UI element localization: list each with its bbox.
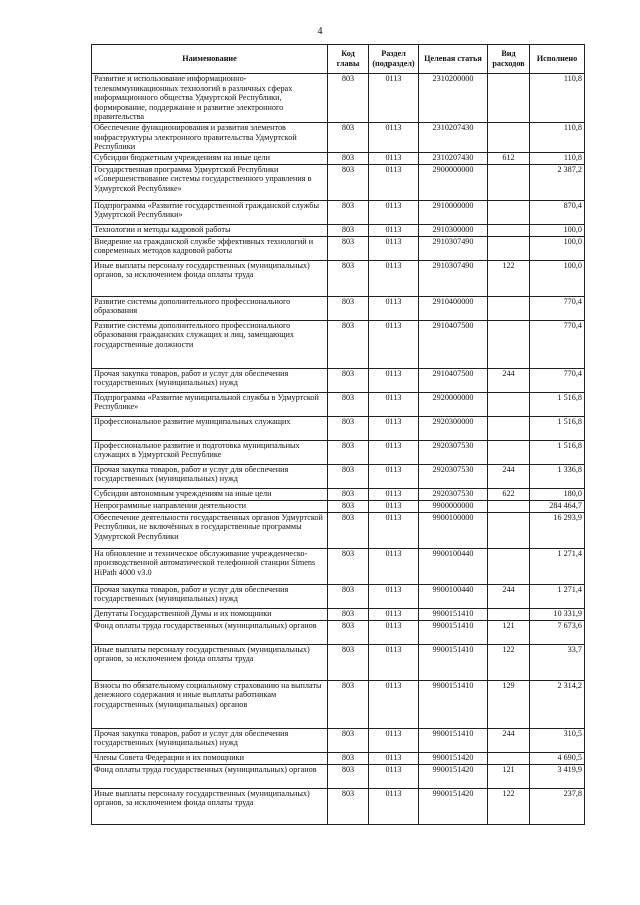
row-section: 0113 xyxy=(369,752,419,764)
row-target: 9900151410 xyxy=(419,608,488,620)
row-code: 803 xyxy=(328,392,369,416)
row-section: 0113 xyxy=(369,152,419,164)
header-expense: Вид расходов xyxy=(488,45,530,74)
row-expense xyxy=(488,74,530,123)
row-executed: 180,0 xyxy=(530,488,585,500)
row-executed: 110,8 xyxy=(530,152,585,164)
row-executed: 110,8 xyxy=(530,74,585,123)
row-executed: 1 516,8 xyxy=(530,392,585,416)
row-executed: 100,0 xyxy=(530,224,585,236)
row-executed: 3 419,9 xyxy=(530,764,585,788)
row-code: 803 xyxy=(328,296,369,320)
table-row xyxy=(92,608,585,620)
table-header-row xyxy=(92,45,585,74)
row-executed: 2 387,2 xyxy=(530,164,585,200)
table-row xyxy=(92,152,585,164)
table-row xyxy=(92,464,585,488)
row-expense xyxy=(488,752,530,764)
table-row xyxy=(92,620,585,644)
row-executed: 33,7 xyxy=(530,644,585,680)
row-target: 2910407500 xyxy=(419,320,488,368)
row-name: Прочая закупка товаров, работ и услуг для обеспечения государственных (муниципальных) нужд xyxy=(92,728,328,752)
row-expense xyxy=(488,320,530,368)
row-name: Подпрограмма «Развитие муниципальной службы в Удмуртской Республике» xyxy=(92,392,328,416)
row-target: 2910300000 xyxy=(419,224,488,236)
row-section: 0113 xyxy=(369,236,419,260)
row-target: 9900151410 xyxy=(419,728,488,752)
row-section: 0113 xyxy=(369,200,419,224)
table-row xyxy=(92,122,585,152)
table-row xyxy=(92,368,585,392)
row-executed: 284 464,7 xyxy=(530,500,585,512)
row-expense xyxy=(488,224,530,236)
row-code: 803 xyxy=(328,464,369,488)
row-expense xyxy=(488,548,530,584)
row-expense: 122 xyxy=(488,644,530,680)
row-name: Государственная программа Удмуртской Республики «Совершенствование системы государственного управления в Удмуртской Республике» xyxy=(92,164,328,200)
row-name: Обеспечение деятельности государственных органов Удмуртской Республики, не включённых в государственные программы Удмуртской Республики xyxy=(92,512,328,548)
row-expense xyxy=(488,512,530,548)
header-section: Раздел (подраздел) xyxy=(369,45,419,74)
row-executed: 1 516,8 xyxy=(530,440,585,464)
row-executed: 100,0 xyxy=(530,260,585,296)
row-expense xyxy=(488,416,530,440)
row-section: 0113 xyxy=(369,74,419,123)
header-name: Наименование xyxy=(92,45,328,74)
row-executed: 1 516,8 xyxy=(530,416,585,440)
row-target: 9900100440 xyxy=(419,548,488,584)
table-row xyxy=(92,752,585,764)
row-section: 0113 xyxy=(369,500,419,512)
row-target: 2310207430 xyxy=(419,152,488,164)
row-name: Прочая закупка товаров, работ и услуг для обеспечения государственных (муниципальных) нужд xyxy=(92,464,328,488)
row-name: Иные выплаты персоналу государственных (муниципальных) органов, за исключением фонда оплаты труда xyxy=(92,788,328,824)
table-row xyxy=(92,584,585,608)
row-expense: 244 xyxy=(488,728,530,752)
table-row xyxy=(92,488,585,500)
row-section: 0113 xyxy=(369,440,419,464)
row-executed: 7 673,6 xyxy=(530,620,585,644)
table-row xyxy=(92,728,585,752)
row-code: 803 xyxy=(328,680,369,728)
row-code: 803 xyxy=(328,416,369,440)
row-section: 0113 xyxy=(369,680,419,728)
row-expense xyxy=(488,392,530,416)
table-row xyxy=(92,548,585,584)
row-code: 803 xyxy=(328,368,369,392)
row-executed: 870,4 xyxy=(530,200,585,224)
row-section: 0113 xyxy=(369,764,419,788)
table-row xyxy=(92,416,585,440)
row-section: 0113 xyxy=(369,368,419,392)
header-code: Код главы xyxy=(328,45,369,74)
row-code: 803 xyxy=(328,164,369,200)
row-executed: 2 314,2 xyxy=(530,680,585,728)
row-name: Технологии и методы кадровой работы xyxy=(92,224,328,236)
row-target: 2920307530 xyxy=(419,488,488,500)
row-expense: 244 xyxy=(488,368,530,392)
row-code: 803 xyxy=(328,788,369,824)
row-target: 2920307530 xyxy=(419,464,488,488)
row-expense: 122 xyxy=(488,260,530,296)
row-target: 9900151410 xyxy=(419,620,488,644)
row-code: 803 xyxy=(328,224,369,236)
row-target: 9900151420 xyxy=(419,788,488,824)
header-target: Целевая статья xyxy=(419,45,488,74)
row-executed: 110,8 xyxy=(530,122,585,152)
row-target: 2920307530 xyxy=(419,440,488,464)
row-code: 803 xyxy=(328,122,369,152)
page-number: 4 xyxy=(317,26,323,37)
row-section: 0113 xyxy=(369,728,419,752)
row-expense: 244 xyxy=(488,464,530,488)
row-expense xyxy=(488,296,530,320)
row-name: Взносы по обязательному социальному страхованию на выплаты денежного содержания и иные выплаты работникам государственных (муниципальных) органов xyxy=(92,680,328,728)
row-code: 803 xyxy=(328,752,369,764)
row-expense xyxy=(488,236,530,260)
row-name: Депутаты Государственной Думы и их помощники xyxy=(92,608,328,620)
row-executed: 1 336,8 xyxy=(530,464,585,488)
row-expense xyxy=(488,608,530,620)
row-name: Развитие системы дополнительного профессионального образования гражданских служащих и лиц, замещающих государственные должности xyxy=(92,320,328,368)
table-row xyxy=(92,164,585,200)
table-row xyxy=(92,260,585,296)
row-section: 0113 xyxy=(369,620,419,644)
row-expense xyxy=(488,440,530,464)
row-code: 803 xyxy=(328,500,369,512)
row-section: 0113 xyxy=(369,296,419,320)
row-code: 803 xyxy=(328,488,369,500)
row-code: 803 xyxy=(328,584,369,608)
row-expense: 129 xyxy=(488,680,530,728)
row-name: Профессиональное развитие муниципальных служащих xyxy=(92,416,328,440)
row-expense: 244 xyxy=(488,584,530,608)
row-section: 0113 xyxy=(369,164,419,200)
row-section: 0113 xyxy=(369,512,419,548)
row-expense: 121 xyxy=(488,620,530,644)
row-section: 0113 xyxy=(369,416,419,440)
row-expense xyxy=(488,200,530,224)
row-section: 0113 xyxy=(369,488,419,500)
row-executed: 770,4 xyxy=(530,368,585,392)
row-target: 9900151420 xyxy=(419,752,488,764)
row-executed: 237,8 xyxy=(530,788,585,824)
row-name: Развитие и использование информационно-телекоммуникационных технологий в различных сферах информационного общества Удмуртской Республики, формирование, поддержание и развитие электронного правительства xyxy=(92,74,328,123)
row-code: 803 xyxy=(328,608,369,620)
table-row xyxy=(92,200,585,224)
row-target: 2310207430 xyxy=(419,122,488,152)
row-executed: 770,4 xyxy=(530,296,585,320)
table-row xyxy=(92,500,585,512)
table-row xyxy=(92,236,585,260)
row-name: Внедрение на гражданской службе эффективных технологий и современных методов кадровой работы xyxy=(92,236,328,260)
row-name: Развитие системы дополнительного профессионального образования xyxy=(92,296,328,320)
row-section: 0113 xyxy=(369,320,419,368)
row-section: 0113 xyxy=(369,788,419,824)
row-code: 803 xyxy=(328,200,369,224)
row-target: 2920000000 xyxy=(419,392,488,416)
row-executed: 770,4 xyxy=(530,320,585,368)
row-name: Субсидии бюджетным учреждениям на иные цели xyxy=(92,152,328,164)
table-row xyxy=(92,788,585,824)
table-row xyxy=(92,74,585,123)
budget-table xyxy=(91,44,585,825)
row-name: Иные выплаты персоналу государственных (муниципальных) органов, за исключением фонда оплаты труда xyxy=(92,260,328,296)
row-executed: 310,5 xyxy=(530,728,585,752)
row-executed: 4 690,5 xyxy=(530,752,585,764)
row-target: 9900100440 xyxy=(419,584,488,608)
row-code: 803 xyxy=(328,152,369,164)
row-target: 9900151420 xyxy=(419,764,488,788)
row-section: 0113 xyxy=(369,584,419,608)
row-target: 2910400000 xyxy=(419,296,488,320)
row-expense: 121 xyxy=(488,764,530,788)
row-code: 803 xyxy=(328,620,369,644)
row-executed: 1 271,4 xyxy=(530,548,585,584)
row-target: 2310200000 xyxy=(419,74,488,123)
row-name: Фонд оплаты труда государственных (муниципальных) органов xyxy=(92,764,328,788)
row-target: 9900151410 xyxy=(419,680,488,728)
row-section: 0113 xyxy=(369,392,419,416)
row-section: 0113 xyxy=(369,260,419,296)
row-expense: 622 xyxy=(488,488,530,500)
table-row xyxy=(92,224,585,236)
row-target: 2910307490 xyxy=(419,260,488,296)
row-section: 0113 xyxy=(369,644,419,680)
row-name: На обновление и техническое обслуживание учрежденческо-производственной автоматической телефонной станции Simens HiPath 4000 v3.0 xyxy=(92,548,328,584)
row-executed: 16 293,9 xyxy=(530,512,585,548)
row-target: 2910000000 xyxy=(419,200,488,224)
table-row xyxy=(92,644,585,680)
table-row xyxy=(92,680,585,728)
row-code: 803 xyxy=(328,236,369,260)
row-name: Фонд оплаты труда государственных (муниципальных) органов xyxy=(92,620,328,644)
table-row xyxy=(92,392,585,416)
row-code: 803 xyxy=(328,548,369,584)
row-name: Подпрограмма «Развитие государственной гражданской службы Удмуртской Республики» xyxy=(92,200,328,224)
row-code: 803 xyxy=(328,320,369,368)
row-executed: 1 271,4 xyxy=(530,584,585,608)
row-code: 803 xyxy=(328,74,369,123)
table-row xyxy=(92,320,585,368)
row-code: 803 xyxy=(328,644,369,680)
row-target: 2910307490 xyxy=(419,236,488,260)
row-expense: 612 xyxy=(488,152,530,164)
row-code: 803 xyxy=(328,440,369,464)
table-row xyxy=(92,296,585,320)
row-target: 9900100000 xyxy=(419,512,488,548)
row-name: Субсидии автономным учреждениям на иные цели xyxy=(92,488,328,500)
row-target: 2910407500 xyxy=(419,368,488,392)
row-section: 0113 xyxy=(369,464,419,488)
row-section: 0113 xyxy=(369,548,419,584)
row-target: 9900000000 xyxy=(419,500,488,512)
row-name: Профессиональное развитие и подготовка муниципальных служащих в Удмуртской Республике xyxy=(92,440,328,464)
header-executed: Исполнено xyxy=(530,45,585,74)
row-code: 803 xyxy=(328,512,369,548)
row-expense xyxy=(488,500,530,512)
row-name: Непрограммные направления деятельности xyxy=(92,500,328,512)
row-section: 0113 xyxy=(369,224,419,236)
row-section: 0113 xyxy=(369,608,419,620)
row-name: Иные выплаты персоналу государственных (муниципальных) органов, за исключением фонда оплаты труда xyxy=(92,644,328,680)
row-target: 2900000000 xyxy=(419,164,488,200)
row-code: 803 xyxy=(328,728,369,752)
table-row xyxy=(92,512,585,548)
row-name: Прочая закупка товаров, работ и услуг для обеспечения государственных (муниципальных) нужд xyxy=(92,368,328,392)
row-code: 803 xyxy=(328,260,369,296)
row-executed: 10 331,9 xyxy=(530,608,585,620)
row-expense xyxy=(488,122,530,152)
row-name: Обеспечение функционирования и развития элементов инфраструктуры электронного правительства Удмуртской Республики xyxy=(92,122,328,152)
row-executed: 100,0 xyxy=(530,236,585,260)
row-expense: 122 xyxy=(488,788,530,824)
table-row xyxy=(92,764,585,788)
row-section: 0113 xyxy=(369,122,419,152)
row-code: 803 xyxy=(328,764,369,788)
row-name: Члены Совета Федерации и их помощники xyxy=(92,752,328,764)
table-row xyxy=(92,440,585,464)
row-target: 2920300000 xyxy=(419,416,488,440)
row-expense xyxy=(488,164,530,200)
row-target: 9900151410 xyxy=(419,644,488,680)
row-name: Прочая закупка товаров, работ и услуг для обеспечения государственных (муниципальных) нужд xyxy=(92,584,328,608)
